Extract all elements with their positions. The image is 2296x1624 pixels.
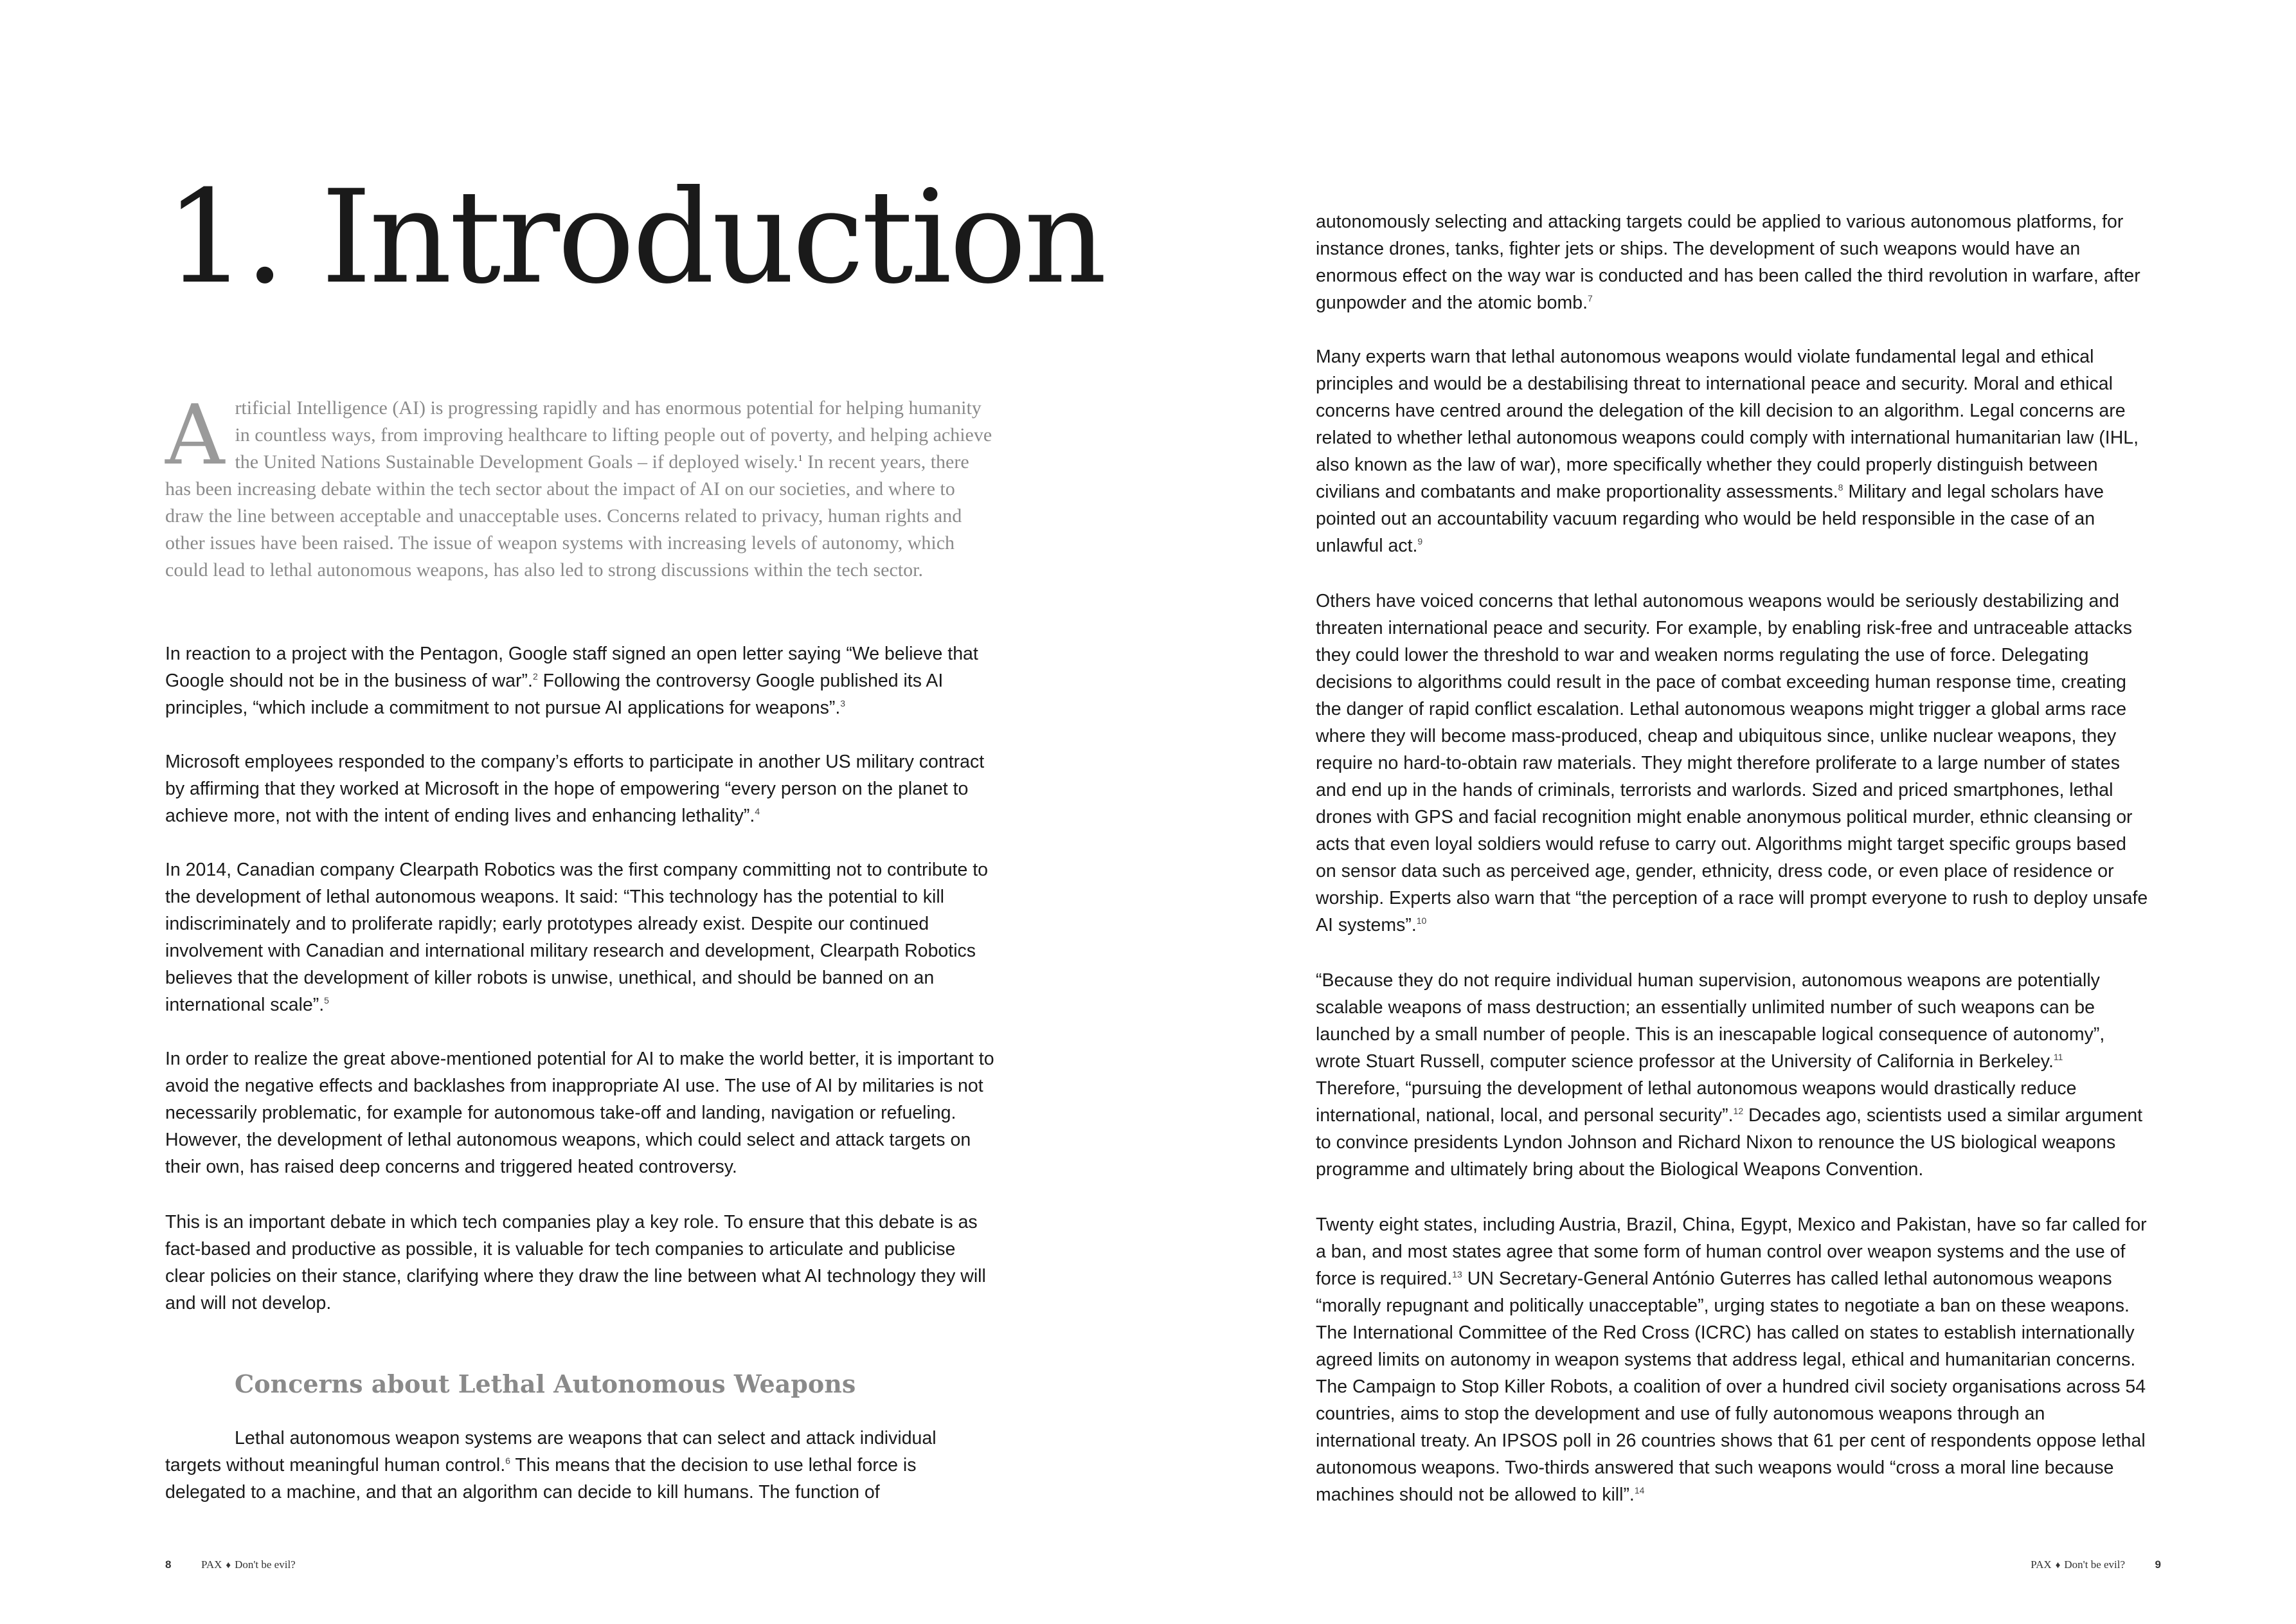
lead-text-2: In recent years, there has been increasing debate within the tech sector about the impact of AI on our societies, and where to draw the line between acceptable and unacceptable uses. Concerns related to privacy, human rights and other issues have been raised. The issue of weapon systems with increasing levels of autonomy, which could lead to lethal autonomous weapons, has also led to strong discussions within the tech sector.: [165, 451, 969, 581]
footnote-ref: 6: [505, 1456, 510, 1466]
page-title: 1. Introduction: [165, 163, 1104, 312]
footer-title: Don't be evil?: [235, 1558, 296, 1571]
paragraph-microsoft: [165, 748, 994, 829]
footnote-ref: 11: [2053, 1052, 2063, 1062]
paragraph-text: Twenty eight states, including Austria, Brazil, China, Egypt, Mexico and Pakistan, have so far called for a ban, and most states agree that some form of human control over weapon systems and the use of force is required.: [1316, 1214, 2147, 1289]
page-footer-left: [165, 1558, 296, 1571]
paragraph-text: autonomously selecting and attacking targets could be applied to various autonomous platforms, for instance drones, tanks, fighter jets or ships. The development of such weapons would have an enormous effect on the way war is conducted and has been called the third revolution in warfare, after gunpowder and the atomic bomb.: [1316, 212, 2140, 313]
diamond-icon: ♦: [2055, 1560, 2061, 1571]
paragraph-text: Lethal autonomous weapon systems are weapons that can select and attack individual targets without meaningful human control.: [165, 1428, 937, 1475]
footnote-ref: 5: [324, 995, 329, 1006]
footnote-ref: 4: [755, 806, 760, 817]
lead-text: rtificial Intelligence (AI) is progressing rapidly and has enormous potential for helping humanity in countless ways, from improving healthcare to lifting people out of poverty, and helping achieve the United Nations Sustainable Development Goals – if deployed wisely.: [235, 397, 992, 473]
paragraph-google: [165, 640, 994, 721]
footnote-ref: 12: [1733, 1106, 1744, 1116]
footnote-ref: 9: [1417, 536, 1423, 546]
paragraph-debate: [165, 1209, 994, 1317]
paragraph-text: This means that the decision to use lethal force is delegated to a machine, and that an algorithm can decide to kill humans. The function of: [165, 1455, 917, 1502]
paragraph-text: Following the controversy Google published its AI principles, “which include a commitment to not pursue AI applications for weapons”.: [165, 671, 944, 718]
paragraph-russell: [1316, 967, 2148, 1183]
paragraph-platforms: [1316, 208, 2148, 316]
footer-brand: PAX: [2031, 1558, 2052, 1571]
footnote-ref: 14: [1634, 1485, 1645, 1495]
footnote-ref: 13: [1452, 1269, 1462, 1279]
section-subheading: Concerns about Lethal Autonomous Weapons: [235, 1369, 856, 1398]
paragraph-text: UN Secretary-General António Guterres has called lethal autonomous weapons “morally repugnant and politically unacceptable”, urging states to negotiate a ban on these weapons. The International Committee of the Red Cross (ICRC) has called on states to establish internationally agreed limits on autonomy in weapon systems that address legal, ethical and humanitarian concerns. The Campaign to Stop Killer Robots, a coalition of over a hundred civil society organisations across 54 countries, aims to stop the development and use of fully autonomous weapons through an international treaty. An IPSOS poll in 26 countries shows that 61 per cent of respondents oppose lethal autonomous weapons. Two-thirds answered that such weapons would “cross a moral line because machines should not be allowed to kill”.: [1316, 1268, 2146, 1505]
lead-paragraph: [165, 388, 994, 584]
paragraph-text: In order to realize the great above-mentioned potential for AI to make the world better, it is important to avoid the negative effects and backlashes from inappropriate AI use. The use of AI by militaries is not necessarily problematic, for example for autonomous take-off and landing, navigation or refueling. However, the development of lethal autonomous weapons, which could select and attack targets on their own, has raised deep concerns and triggered heated controversy.: [165, 1049, 994, 1177]
page-number: 9: [2155, 1558, 2161, 1571]
page-number: 8: [165, 1558, 172, 1571]
paragraph-experts: [1316, 343, 2148, 559]
paragraph-text: Therefore, “pursuing the development of lethal autonomous weapons would drastically reduce international, national, local, and personal security”.: [1316, 1078, 2077, 1126]
paragraph-states: [1316, 1211, 2148, 1508]
footnote-ref: 7: [1588, 293, 1593, 303]
paragraph-clearpath: [165, 856, 994, 1018]
paragraph-text: “Because they do not require individual human supervision, autonomous weapons are potentially scalable weapons of mass destruction; an essentially unlimited number of such weapons can be launched by a small number of people. This is an inescapable logical consequence of autonomy”, wrote Stuart Russell, computer science professor at the University of California in Berkeley.: [1316, 970, 2105, 1072]
paragraph-text: Many experts warn that lethal autonomous weapons would violate fundamental legal and ethical principles and would be a destabilising threat to international peace and security. Moral and ethical concerns have centred around the delegation of the kill decision to an algorithm. Legal concerns are related to whether lethal autonomous weapons could comply with international humanitarian law (IHL, also known as the law of war), more specifically whether they could properly distinguish between civilians and combatants and make proportionality assessments.: [1316, 347, 2139, 502]
drop-cap: A: [165, 388, 225, 483]
paragraph-text: Decades ago, scientists used a similar argument to convince presidents Lyndon Johnson and Richard Nixon to renounce the US biological weapons programme and ultimately bring about the Biological Weapons Convention.: [1316, 1105, 2143, 1180]
footnote-ref: 1: [798, 454, 803, 464]
footer-brand: PAX: [201, 1558, 222, 1571]
paragraph-potential: [165, 1045, 994, 1180]
paragraph-text: Military and legal scholars have pointed out an accountability vacuum regarding who would be held responsible in the case of an unlawful act.: [1316, 482, 2104, 556]
paragraph-text: In 2014, Canadian company Clearpath Robotics was the first company committing not to contribute to the development of lethal autonomous weapons. It said: “This technology has the potential to kill indiscriminately and to proliferate rapidly; early prototypes already exist. Despite our continued involvement with Canadian and international military research and development, Clearpath Robotics believes that the development of killer robots is unwise, unethical, and should be banned on an international scale”.: [165, 860, 989, 1015]
paragraph-text: This is an important debate in which tech companies play a key role. To ensure that this debate is as fact-based and productive as possible, it is valuable for tech companies to articulate and publicise clear policies on their stance, clarifying where they draw the line between what AI technology they will and will not develop.: [165, 1212, 986, 1313]
footnote-ref: 3: [840, 698, 846, 708]
paragraph-text: Microsoft employees responded to the company’s efforts to participate in another US military contract by affirming that they worked at Microsoft in the hope of empowering “every person on the planet to achieve more, not with the intent of ending lives and enhancing lethality”.: [165, 752, 985, 826]
paragraph-destabilizing: [1316, 588, 2148, 939]
paragraph-text: In reaction to a project with the Pentagon, Google staff signed an open letter saying “We believe that Google should not be in the business of war”.: [165, 644, 978, 691]
footnote-ref: 8: [1838, 482, 1843, 492]
footer-title: Don't be evil?: [2064, 1558, 2126, 1571]
footnote-ref: 2: [532, 671, 538, 681]
paragraph-definition: [165, 1425, 994, 1506]
paragraph-text: Others have voiced concerns that lethal autonomous weapons would be seriously destabilizing and threaten international peace and security. For example, by enabling risk-free and untraceable attacks they could lower the threshold to war and weaken norms regulating the use of force. Delegating decisions to algorithms could result in the pace of combat exceeding human response time, creating the danger of rapid conflict escalation. Lethal autonomous weapons might trigger a global arms race where they will become mass-produced, cheap and ubiquitous since, unlike nuclear weapons, they require no hard-to-obtain raw materials. They might therefore proliferate to a large number of states and end up in the hands of criminals, terrorists and warlords. Sized and priced smartphones, lethal drones with GPS and facial recognition might enable anonymous political murder, ethnic cleansing or acts that even loyal soldiers would refuse to carry out. Algorithms might target specific groups based on sensor data such as perceived age, gender, ethnicity, dress code, or even place of residence or worship. Experts also warn that “the perception of a race will prompt everyone to rush to deploy unsafe AI systems”.: [1316, 591, 2148, 935]
diamond-icon: ♦: [226, 1560, 231, 1571]
footnote-ref: 10: [1416, 916, 1427, 926]
page-footer-right: [2031, 1558, 2161, 1571]
